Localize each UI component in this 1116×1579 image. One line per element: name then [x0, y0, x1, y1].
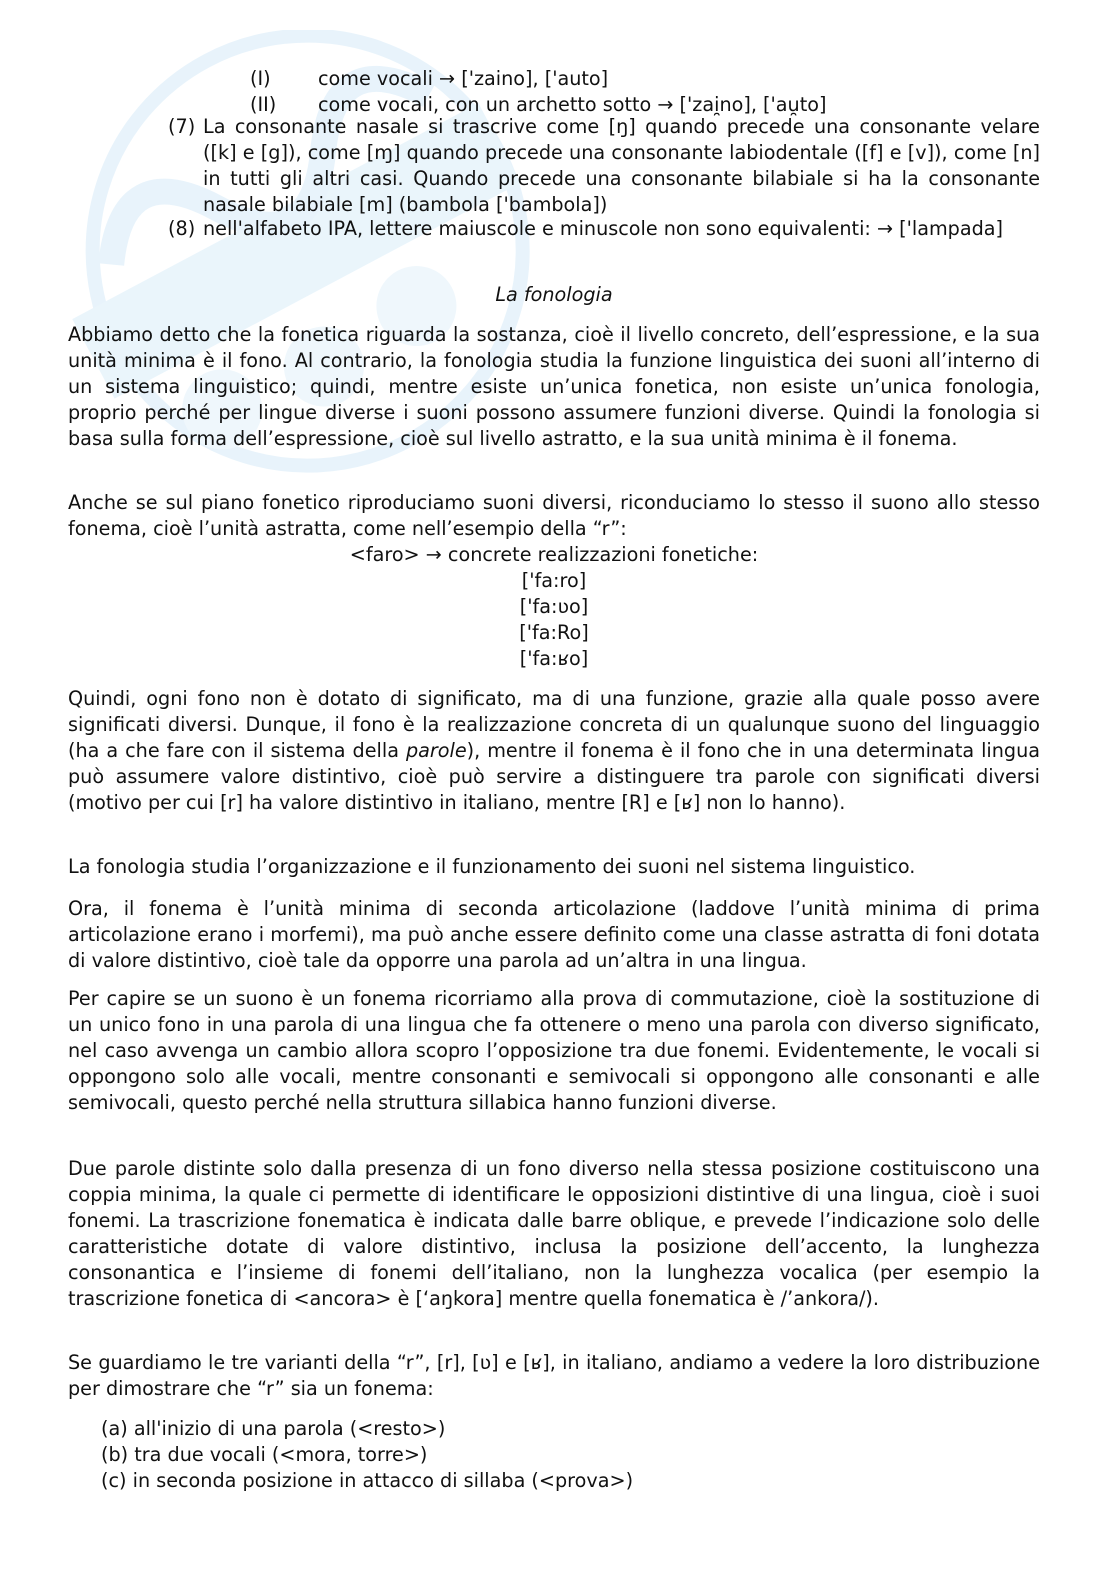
paragraph-5: Ora, il fonema è l’unità minima di seconda articolazione (laddove l’unità minima di prima articolazione erano i morfemi), ma può anche essere definito come una classe astratta di foni dotata di valore distintivo, cioè tale da opporre una parola ad un’altra in una lingua.	[68, 897, 1040, 972]
list-number: (II)	[250, 93, 277, 116]
list-item-i	[250, 66, 271, 92]
paragraph-8: Se guardiamo le tre varianti della “r”, [r], [ʋ] e [ʁ], in italiano, andiamo a vedere la loro distribuzione per dimostrare che “r” sia un fonema:	[68, 1351, 1040, 1400]
list-item-7	[168, 114, 1040, 218]
list-item-8	[168, 216, 1040, 242]
list-item-ii-text: come vocali, con un archetto sotto → ['zai̯no], ['au̯to]	[318, 93, 827, 116]
list-text: nell'alfabeto IPA, lettere maiuscole e minuscole non sono equivalenti: → ['lampada]	[203, 217, 1004, 240]
faro-realization-1: ['fa:ro]	[521, 569, 587, 592]
list-text: La consonante nasale si trascrive come [ŋ] quando precede una consonante velare ([k] e [g]), come [ɱ] quando precede una consonante labiodentale ([f] e [v]), come [n] in tutti gli altri casi. Quando precede una consonante bilabiale si ha la consonante nasale bilabiale [m] (bambola ['bambola])	[203, 115, 1040, 216]
faro-realization-3: ['fa:Ro]	[519, 621, 589, 644]
section-title: La fonologia	[495, 283, 613, 306]
list-number: (7)	[168, 115, 196, 138]
list-number: (I)	[250, 67, 271, 90]
list-item-a: (a) all'inizio di una parola (<resto>)	[101, 1417, 446, 1440]
faro-realization-2: ['fa:ʋo]	[519, 595, 589, 618]
paragraph-1: Abbiamo detto che la fonetica riguarda la sostanza, cioè il livello concreto, dell’espressione, e la sua unità minima è il fono. Al contrario, la fonologia studia la funzione linguistica dei suoni all’interno di un sistema linguistico; quindi, mentre esiste un’unica fonetica, non esiste un’unica fonologia, proprio perché per lingue diverse i suoni possono assumere funzioni diverse. Quindi la fonologia si basa sulla forma dell’espressione, cioè sul livello astratto, e la sua unità minima è il fonema.	[68, 323, 1040, 450]
list-item-b: (b) tra due vocali (<mora, torre>)	[101, 1443, 428, 1466]
paragraph-7: Due parole distinte solo dalla presenza di un fono diverso nella stessa posizione costituiscono una coppia minima, la quale ci permette di identificare le opposizioni distintive di una lingua, cioè i suoi fonemi. La trascrizione fonematica è indicata dalle barre oblique, e prevede l’indicazione solo delle caratteristiche dotate di valore distintivo, inclusa la posizione dell’accento, la lunghezza consonantica e l’insieme di fonemi dell’italiano, non la lunghezza vocalica (per esempio la trascrizione fonetica di <ancora> è [‘aŋkora] mentre quella fonematica è /’ankora/).	[68, 1157, 1040, 1310]
faro-heading: <faro> → concrete realizzazioni fonetiche:	[349, 543, 759, 566]
paragraph-4: La fonologia studia l’organizzazione e il funzionamento dei suoni nel sistema linguistico.	[68, 855, 916, 878]
list-item-i-text: come vocali → ['zaino], ['auto]	[318, 67, 609, 90]
paragraph-3-part-b: ), mentre il fonema è il fono che in una determinata lingua può assumere valore distintivo, cioè può servire a distinguere tra parole con significati diversi (motivo per cui [r] ha valore distintivo in italiano, mentre [R] e [ʁ] non lo hanno).	[68, 739, 1040, 814]
italic-term: parole	[405, 739, 467, 762]
paragraph-6: Per capire se un suono è un fonema ricorriamo alla prova di commutazione, cioè la sostituzione di un unico fono in una parola di una lingua che fa ottenere o meno una parola con diverso significato, nel caso avvenga un cambio allora scopro l’opposizione tra due fonemi. Evidentemente, le vocali si oppongono solo alle vocali, mentre consonanti e semivocali si oppongono alle consonanti e alle semivocali, questo perché nella struttura sillabica hanno funzioni diverse.	[68, 987, 1040, 1114]
paragraph-3-part-a: Quindi, ogni fono non è dotato di significato, ma di una funzione, grazie alla quale posso avere significati diversi. Dunque, il fono è la realizzazione concreta di un qualunque suono del linguaggio (ha a che fare con il sistema della	[68, 687, 1040, 762]
list-item-c: (c) in seconda posizione in attacco di sillaba (<prova>)	[101, 1469, 634, 1492]
list-number: (8)	[168, 217, 196, 240]
faro-realization-4: ['fa:ʁo]	[519, 647, 589, 670]
paragraph-3	[68, 686, 1040, 816]
paragraph-2: Anche se sul piano fonetico riproduciamo suoni diversi, riconduciamo lo stesso il suono allo stesso fonema, cioè l’unità astratta, come nell’esempio della “r”:	[68, 491, 1040, 540]
